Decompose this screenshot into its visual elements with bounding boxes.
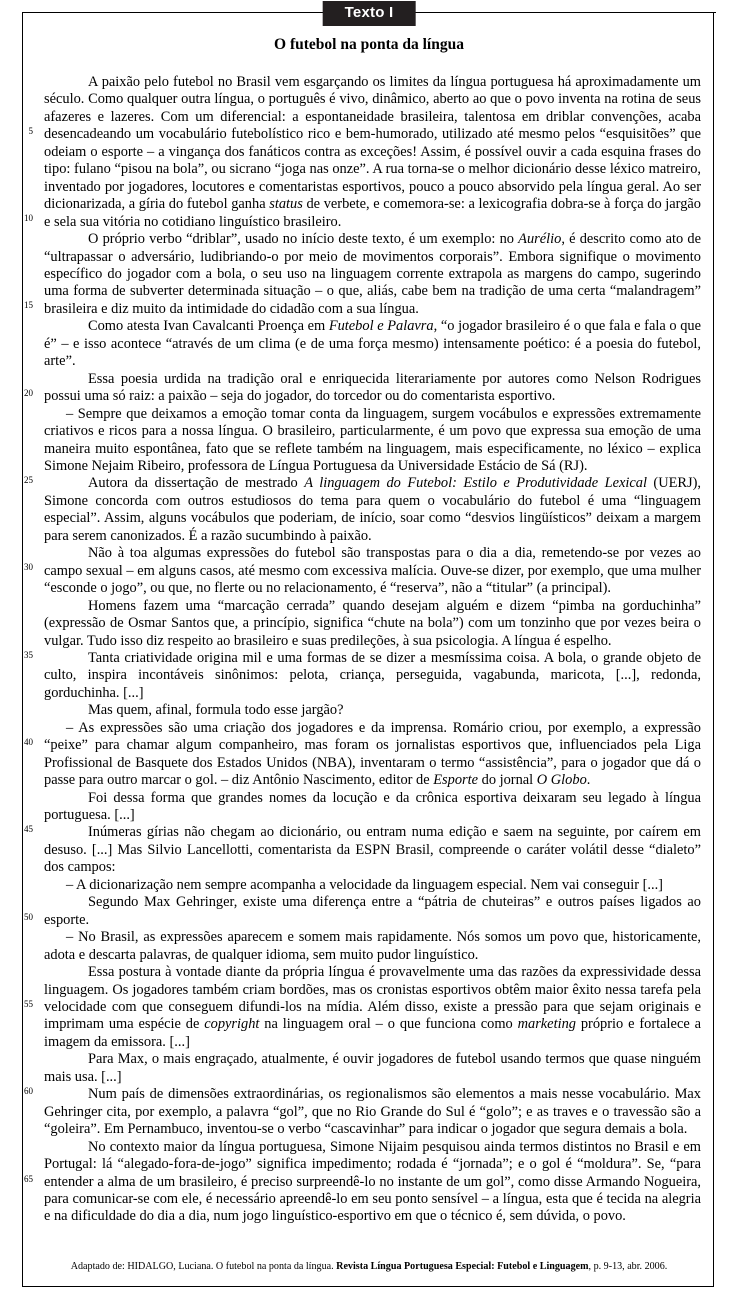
quote-paragraph: – A dicionarização nem sempre acompanha a velocidade da linguagem especial. Nem vai conseguir [...]: [66, 876, 663, 893]
line-number: 30: [24, 562, 33, 572]
page-title: O futebol na ponta da língua: [274, 36, 464, 53]
paragraph: Homens fazem uma “marcação cerrada” quando desejam alguém e dizem “pimba na gorduchinha” (expressão de Osmar Santos que, a princípio, significa “chute na bola”) com um tonzinho que por vezes beira o vulgar. Tudo isso diz respeito ao brasileiro e suas predileções, à sua psicologia. A língua é espelho.: [44, 597, 701, 649]
paragraph: No contexto maior da língua portuguesa, Simone Nijaim pesquisou ainda termos distintos no Brasil e em Portugal: lá “alegado-fora-de-jogo” significa impedimento; rodada é “jornada”; e o gol é “moldura”. Se, “para entender a alma de um brasileiro, é preciso surpreendê-lo no instante de um gol”, como disse Armando Nogueira, para comunicar-se com ele, é necessário apreendê-lo em seu ponto sensível – a língua, esta que é tecida na alegria e na dificuldade do dia a dia, num jogo linguístico-esportivo em que o técnico é, sem dúvida, o povo.: [44, 1138, 701, 1225]
paragraph: Inúmeras gírias não chegam ao dicionário, ou entram numa edição e saem na seguinte, por caírem em desuso. [...] Mas Silvio Lancellotti, comentarista da ESPN Brasil, compreende o caráter volátil desse “dialeto” dos campos:: [44, 824, 701, 876]
quote-paragraph: – As expressões são uma criação dos jogadores e da imprensa. Romário criou, por exemplo, a expressão “peixe” para chamar algum companheiro, mas foram os jornalistas esportivos que, influenciados pela Liga Profissional de Basquete dos Estados Unidos (NBA), inventaram o termo “assistência”, para o jogador que dá o passe para outro marcar o gol. – diz Antônio Nascimento, editor de Esporte do jornal O Globo.: [44, 719, 701, 789]
line-number: 45: [24, 824, 33, 834]
paragraph: Essa poesia urdida na tradição oral e enriquecida literariamente por autores como Nelson Rodrigues possui uma só raiz: a paixão – seja do jogador, do torcedor ou do comentarista esportivo.: [44, 370, 701, 405]
citation-suffix: , p. 9-13, abr. 2006.: [588, 1261, 668, 1272]
quote-paragraph: – No Brasil, as expressões aparecem e somem mais rapidamente. Nós somos um povo que, historicamente, adota e descarta palavras, de qualquer idioma, sem muito pudor linguístico.: [44, 929, 701, 963]
line-number: 35: [24, 650, 33, 660]
paragraph: Autora da dissertação de mestrado A linguagem do Futebol: Estilo e Produtividade Lexical (UERJ), Simone concorda com outros estudiosos do tema para quem o vocabulário do futebol é uma “linguagem especial”. Assim, alguns vocábulos que poderiam, de início, soar como “desvios lingüísticos” deixam a margem para serem canonizados. É a razão sucumbindo à paixão.: [44, 475, 701, 544]
paragraph: Para Max, o mais engraçado, atualmente, é ouvir jogadores de futebol usando termos que quase ninguém mais usa. [...]: [44, 1051, 701, 1085]
paragraph: Não à toa algumas expressões do futebol são transpostas para o dia a dia, remetendo-se por vezes ao campo sexual – em alguns casos, até mesmo com excessiva malícia. Ouve-se dizer, por exemplo, que uma mulher “esconde o jogo”, ou que, no flerte ou no relacionamento, é “reserva”, não a “titular” (a principal).: [44, 545, 701, 597]
line-number: 60: [24, 1086, 33, 1096]
texto-label-badge: Texto I: [323, 1, 416, 26]
paragraph: Tanta criatividade origina mil e uma formas de se dizer a mesmíssima coisa. A bola, o grande objeto de culto, inspira incontáveis sinônimos: pelota, criança, perseguida, vagabunda, maricota, [...], redonda, gorduchinha. [...]: [44, 649, 701, 701]
paragraph: O próprio verbo “driblar”, usado no início deste texto, é um exemplo: no Aurélio, é descrito como ato de “ultrapassar o adversário, ludibriando-o por meio de movimentos corporais”. Embora signifique o movimento específico do jogador com a bola, o seu uso na linguagem corrente extrapola as margens do campo, sugerindo uma forma de subverter determinada situação – o que, aliás, cabe bem na tradição de uma certa “malandragem” brasileira e diz muito da intimidade do cidadão com a sua língua.: [44, 231, 701, 317]
paragraph: Num país de dimensões extraordinárias, os regionalismos são elementos a mais nesse vocabulário. Max Gehringer cita, por exemplo, a palavra “gol”, que no Rio Grande do Sul é “golo”; e as traves e o travessão são a “goleira”. Em Pernambuco, inventou-se o verbo “cascavinhar” para indicar o jogador que segura demais a bola.: [44, 1086, 701, 1138]
line-number: 15: [24, 300, 33, 310]
paragraph: Essa postura à vontade diante da própria língua é provavelmente uma das razões da expressividade dessa linguagem. Os jogadores também criam bordões, mas os cronistas esportivos obtêm maior êxito nessa tarefa pela velocidade com que conseguem difundi-los na mídia. Além disso, existe a pressão para que sejam originais e imprimam uma espécie de copyright na linguagem oral – o que funciona como marketing próprio e fortalece a imagem da emissora. [...]: [44, 964, 701, 1050]
quote-paragraph: – Sempre que deixamos a emoção tomar conta da linguagem, surgem vocábulos e expressões extremamente criativos e ricos para a nossa língua. O brasileiro, particularmente, é um povo que expressa sua emoção de uma maneira muito espontânea, fato que se reflete também na linguagem, mais especificamente, no léxico – explica Simone Nejaim Ribeiro, professora de Língua Portuguesa da Universidade Estácio de Sá (RJ).: [44, 405, 701, 474]
paragraph: Mas quem, afinal, formula todo esse jargão?: [88, 702, 344, 719]
texto-header-band: [22, 0, 716, 26]
line-number: 50: [24, 912, 33, 922]
paragraph: Foi dessa forma que grandes nomes da locução e da crônica esportiva deixaram seu legado à língua portuguesa. [...]: [44, 789, 701, 824]
line-number: 10: [24, 213, 33, 223]
source-citation: [44, 1261, 694, 1273]
article-body: [44, 74, 701, 1226]
line-number: 25: [24, 475, 33, 485]
paragraph: A paixão pelo futebol no Brasil vem esgarçando os limites da língua portuguesa há aproximadamente um século. Como qualquer outra língua, o português é vivo, dinâmico, aberto ao que o povo inventa na rotina de seus afazeres e lazeres. Com um diferencial: a espontaneidade brasileira, talentosa em driblar convenções, acaba desencadeando um vocabulário futebolístico rico e bem-humorado, utilizado até mesmo pelos “esquisitões” que odeiam o esporte – a vingança dos fanáticos contra as exceções! Assim, é possível ouvir a cada esquina frases do tipo: fulano “pisou na bola”, ou sicrano “joga nas onze”. A rua torna-se o melhor dicionário desse léxico matreiro, inventado por jogadores, locutores e comentaristas esportivos, pouco a pouco absorvido pela língua geral. Ao ser dicionarizada, a gíria do futebol ganha status de verbete, e comemora-se: a lexicografia dobra-se à força do jargão e sela sua vitória no cotidiano linguístico brasileiro.: [44, 74, 701, 230]
line-number-gutter: [0, 74, 36, 1244]
paragraph: Como atesta Ivan Cavalcanti Proença em Futebol e Palavra, “o jogador brasileiro é o que fala e fala o que é” – e isso acontece “através de um clima (e de uma força mesmo) intensamente poético: é a poesia do futebol, arte”.: [44, 318, 701, 370]
citation-source-title: Revista Língua Portuguesa Especial: Futebol e Linguagem: [336, 1261, 589, 1272]
line-number: 55: [24, 999, 33, 1009]
line-number: 5: [28, 126, 33, 136]
paragraph: Segundo Max Gehringer, existe uma diferença entre a “pátria de chuteiras” e outros países ligados ao esporte.: [44, 894, 701, 928]
citation-prefix: Adaptado de: HIDALGO, Luciana. O futebol na ponta da língua.: [70, 1261, 337, 1272]
line-number: 65: [24, 1174, 33, 1184]
line-number: 20: [24, 388, 33, 398]
line-number: 40: [24, 737, 33, 747]
